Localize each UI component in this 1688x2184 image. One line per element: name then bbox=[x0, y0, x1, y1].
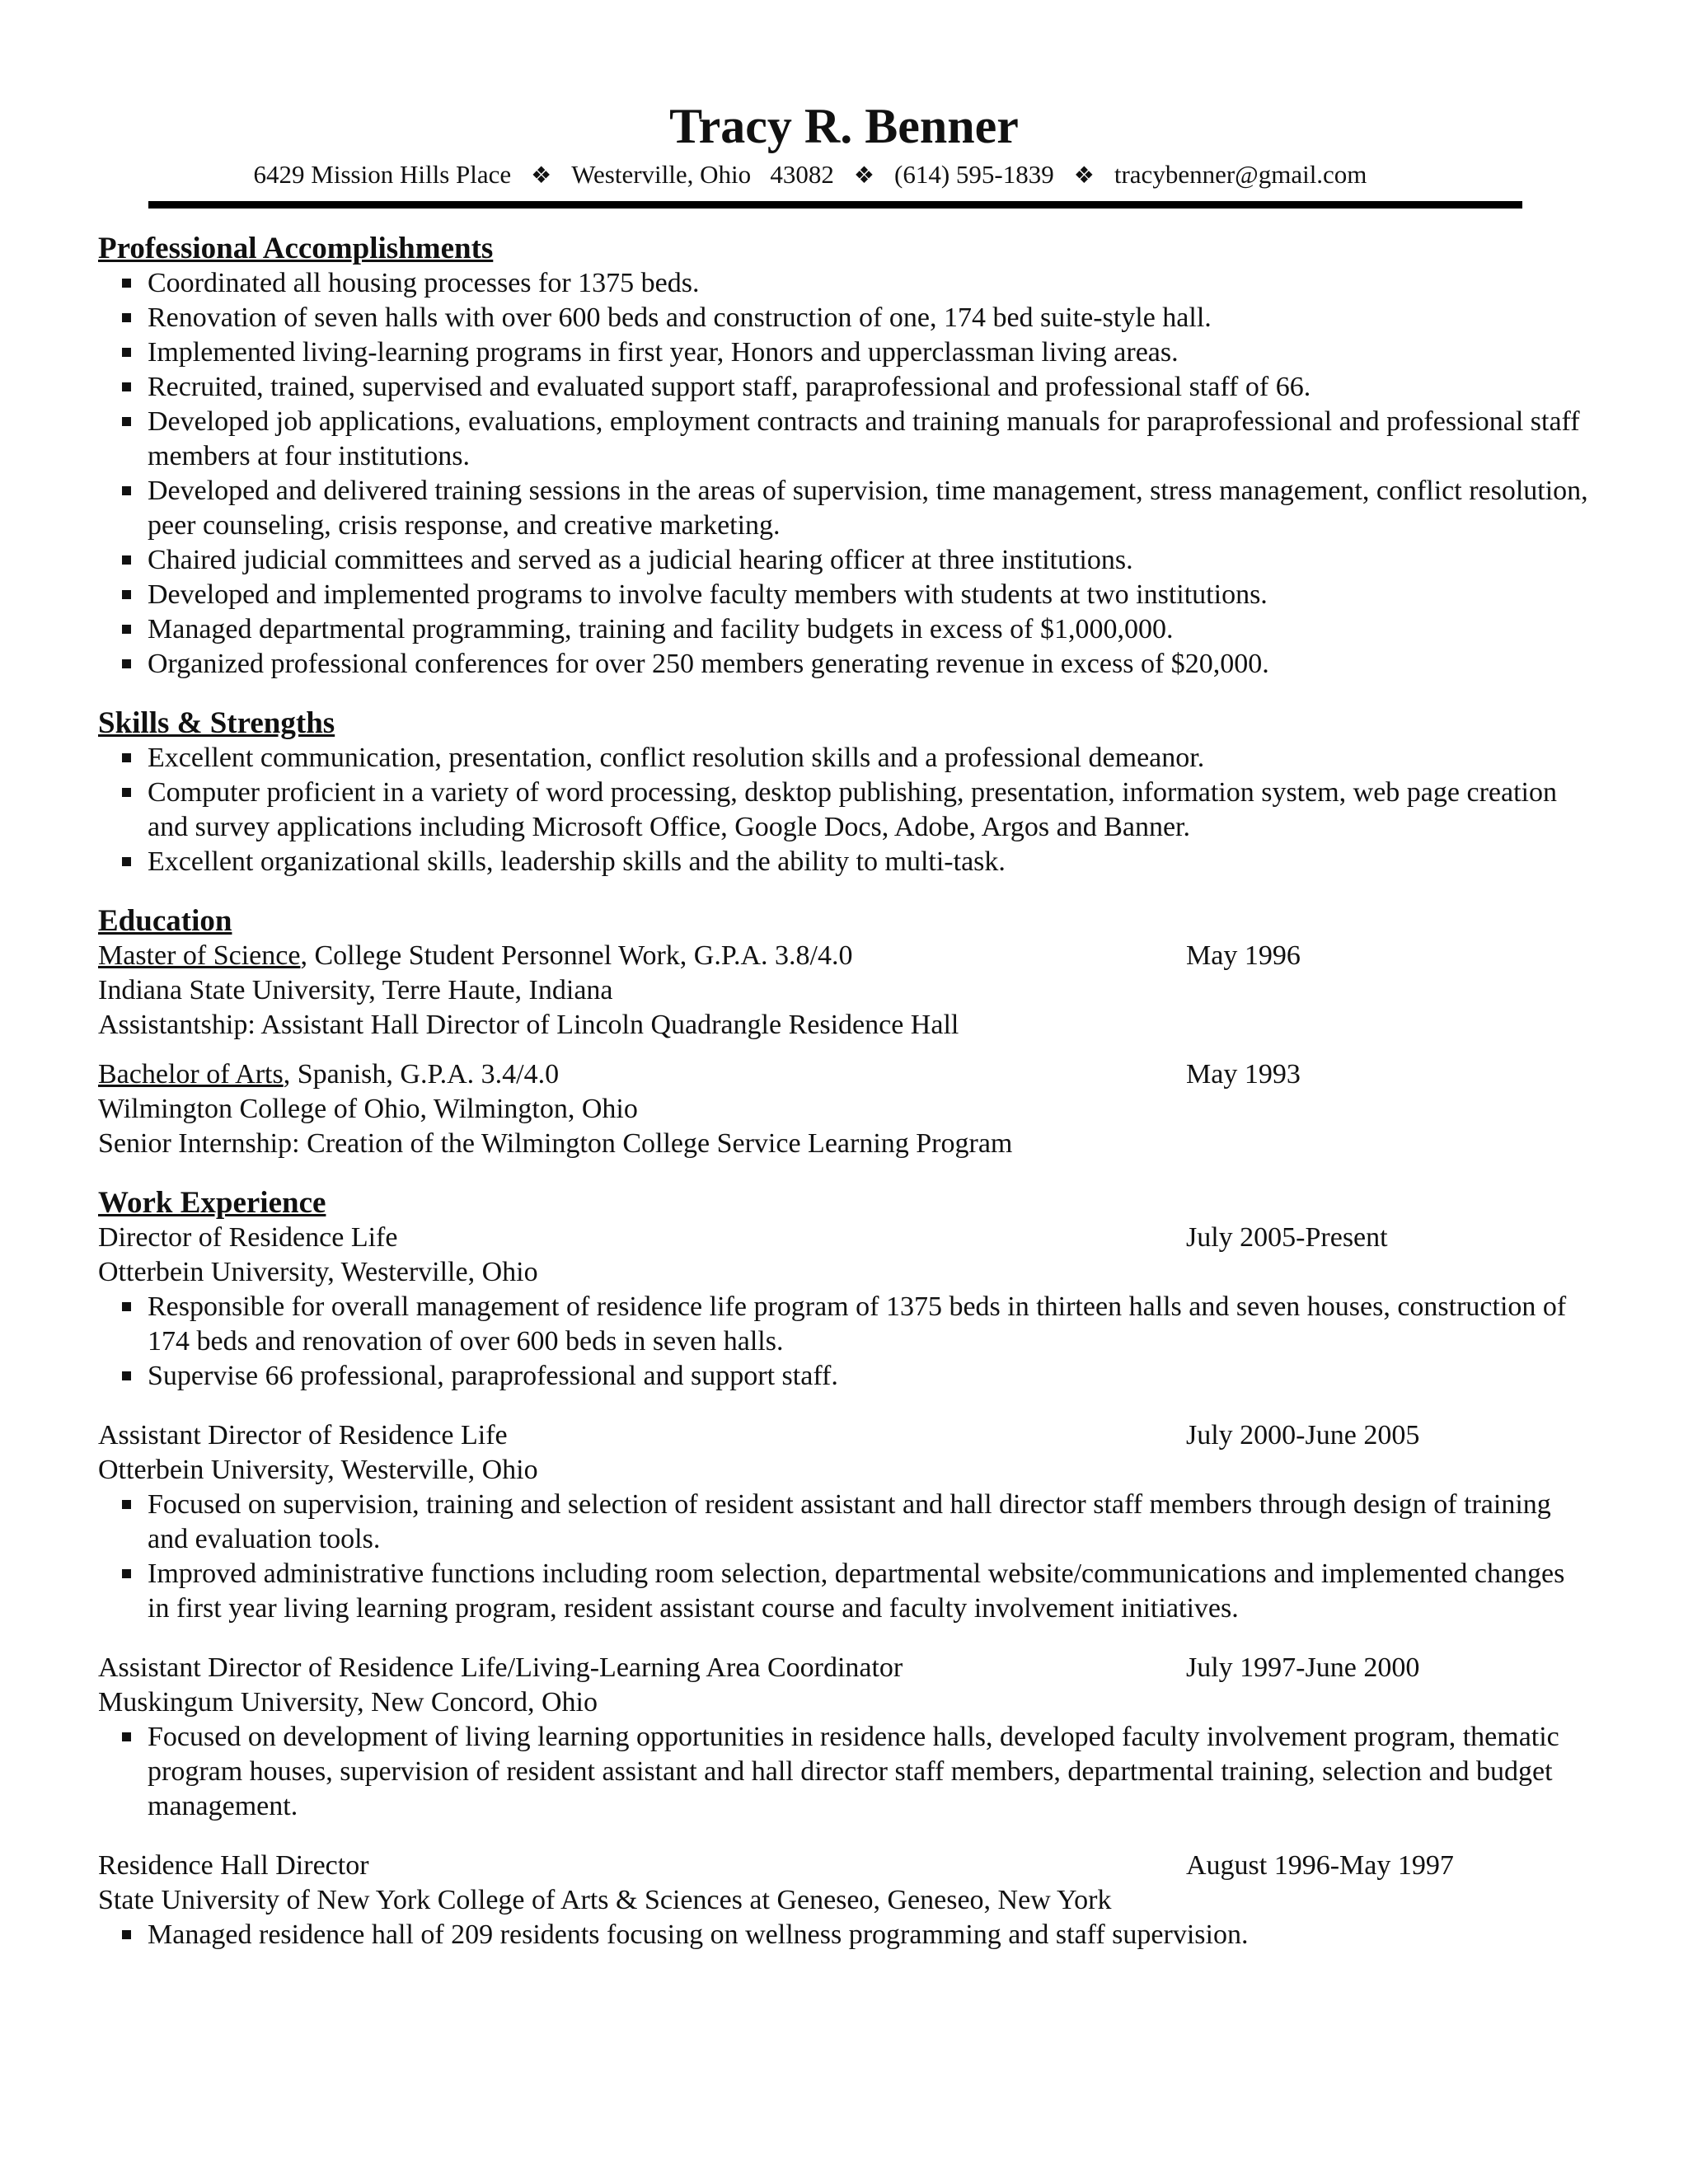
list-item: Computer proficient in a variety of word processing, desktop publishing, presentation, information system, web page creation and survey applications including Microsoft Office, Google Docs, Adobe, Argos and Banner. bbox=[98, 776, 1590, 845]
degree-date: May 1993 bbox=[1186, 1059, 1301, 1090]
square-bullet-icon bbox=[122, 590, 131, 599]
square-bullet-icon bbox=[122, 382, 131, 391]
job-bullets bbox=[98, 1918, 1590, 1952]
accomplishments-section bbox=[98, 232, 1590, 682]
education-note: Assistantship: Assistant Hall Director of Lincoln Quadrangle Residence Hall bbox=[98, 1010, 959, 1040]
square-bullet-icon bbox=[122, 417, 131, 426]
job-organization: Muskingum University, New Concord, Ohio bbox=[98, 1687, 598, 1718]
header-divider bbox=[148, 201, 1522, 209]
resume-page bbox=[98, 97, 1590, 1952]
job-entry bbox=[98, 1849, 1590, 1952]
list-item: Supervise 66 professional, paraprofessional and support staff. bbox=[98, 1359, 1590, 1394]
school-name: Indiana State University, Terre Haute, Indiana bbox=[98, 975, 613, 1005]
section-title: Professional Accomplishments bbox=[98, 232, 494, 265]
list-item: Focused on supervision, training and selection of resident assistant and hall director staff members through design of training and evaluation tools. bbox=[98, 1488, 1590, 1557]
job-title-row bbox=[98, 1849, 1590, 1883]
address: 6429 Mission Hills Place bbox=[253, 160, 512, 189]
square-bullet-icon bbox=[122, 659, 131, 668]
diamond-separator-icon: ❖ bbox=[531, 163, 552, 189]
work-section bbox=[98, 1186, 1590, 1952]
square-bullet-icon bbox=[122, 555, 131, 565]
square-bullet-icon bbox=[122, 1302, 131, 1311]
list-item: Developed and implemented programs to involve faculty members with students at two institutions. bbox=[98, 578, 1590, 612]
list-item: Recruited, trained, supervised and evaluated support staff, paraprofessional and professional staff of 66. bbox=[98, 370, 1590, 405]
education-section bbox=[98, 904, 1590, 1161]
education-note: Senior Internship: Creation of the Wilmington College Service Learning Program bbox=[98, 1128, 1013, 1159]
square-bullet-icon bbox=[122, 788, 131, 797]
candidate-name: Tracy R. Benner bbox=[669, 99, 1019, 153]
job-entry bbox=[98, 1418, 1590, 1626]
job-entry bbox=[98, 1221, 1590, 1394]
list-item: Responsible for overall management of residence life program of 1375 beds in thirteen halls and seven houses, construction of 174 beds and renovation of over 600 beds in seven halls. bbox=[98, 1290, 1590, 1359]
job-organization: Otterbein University, Westerville, Ohio bbox=[98, 1257, 538, 1287]
degree-name: Bachelor of Arts bbox=[98, 1059, 284, 1090]
square-bullet-icon bbox=[122, 753, 131, 762]
accomplishments-list bbox=[98, 266, 1590, 682]
job-title: Director of Residence Life bbox=[98, 1222, 398, 1253]
square-bullet-icon bbox=[122, 486, 131, 495]
job-bullets bbox=[98, 1488, 1590, 1626]
city-state: Westerville, Ohio bbox=[571, 160, 752, 189]
list-item: Focused on development of living learning opportunities in residence halls, developed faculty involvement program, thematic program houses, supervision of resident assistant and hall director staff members, departmental training, selection and budget management. bbox=[98, 1720, 1590, 1824]
list-item: Excellent organizational skills, leadership skills and the ability to multi-task. bbox=[98, 845, 1590, 879]
degree-date: May 1996 bbox=[1186, 940, 1301, 971]
section-title: Skills & Strengths bbox=[98, 706, 335, 740]
diamond-separator-icon: ❖ bbox=[1073, 163, 1095, 189]
list-item: Excellent communication, presentation, conflict resolution skills and a professional demeanor. bbox=[98, 741, 1590, 776]
list-item: Developed and delivered training sessions in the areas of supervision, time management, stress management, conflict resolution, peer counseling, crisis response, and creative marketing. bbox=[98, 474, 1590, 543]
section-title: Education bbox=[98, 904, 232, 938]
list-item: Coordinated all housing processes for 1375 beds. bbox=[98, 266, 1590, 301]
job-date: July 2000-June 2005 bbox=[1186, 1420, 1420, 1451]
job-organization: Otterbein University, Westerville, Ohio bbox=[98, 1455, 538, 1485]
list-item: Developed job applications, evaluations, employment contracts and training manuals for paraprofessional and professional staff members at four institutions. bbox=[98, 405, 1590, 474]
diamond-separator-icon: ❖ bbox=[853, 163, 875, 189]
job-title-row bbox=[98, 1221, 1590, 1255]
square-bullet-icon bbox=[122, 1371, 131, 1380]
education-entry bbox=[98, 1057, 1590, 1161]
skills-section bbox=[98, 706, 1590, 879]
square-bullet-icon bbox=[122, 1930, 131, 1939]
degree-row bbox=[98, 1057, 1590, 1092]
list-item: Renovation of seven halls with over 600 beds and construction of one, 174 bed suite-style hall. bbox=[98, 301, 1590, 335]
square-bullet-icon bbox=[122, 279, 131, 288]
square-bullet-icon bbox=[122, 348, 131, 357]
contact-line bbox=[98, 158, 1522, 193]
job-title: Residence Hall Director bbox=[98, 1850, 369, 1881]
job-bullets bbox=[98, 1290, 1590, 1394]
square-bullet-icon bbox=[122, 313, 131, 322]
zip-code: 43082 bbox=[770, 160, 834, 189]
job-title: Assistant Director of Residence Life bbox=[98, 1420, 508, 1451]
job-date: August 1996-May 1997 bbox=[1186, 1850, 1454, 1881]
email-address: tracybenner@gmail.com bbox=[1114, 160, 1367, 189]
section-title: Work Experience bbox=[98, 1186, 326, 1220]
list-item: Organized professional conferences for over 250 members generating revenue in excess of $20,000. bbox=[98, 647, 1590, 682]
square-bullet-icon bbox=[122, 1569, 131, 1578]
degree-name: Master of Science bbox=[98, 940, 301, 971]
phone-number: (614) 595-1839 bbox=[894, 160, 1054, 189]
list-item: Improved administrative functions including room selection, departmental website/communications and implemented changes in first year living learning program, resident assistant course and faculty involvement initiatives. bbox=[98, 1557, 1590, 1626]
skills-list bbox=[98, 741, 1590, 879]
list-item: Managed residence hall of 209 residents focusing on wellness programming and staff supervision. bbox=[98, 1918, 1590, 1952]
job-title-row bbox=[98, 1418, 1590, 1453]
job-title: Assistant Director of Residence Life/Living-Learning Area Coordinator bbox=[98, 1652, 903, 1683]
list-item: Managed departmental programming, training and facility budgets in excess of $1,000,000. bbox=[98, 612, 1590, 647]
list-item: Implemented living-learning programs in first year, Honors and upperclassman living areas. bbox=[98, 335, 1590, 370]
job-organization: State University of New York College of Arts & Sciences at Geneseo, Geneseo, New York bbox=[98, 1885, 1112, 1915]
square-bullet-icon bbox=[122, 1500, 131, 1509]
square-bullet-icon bbox=[122, 857, 131, 866]
degree-detail: , College Student Personnel Work, G.P.A. 3.8/4.0 bbox=[300, 940, 853, 971]
job-date: July 2005-Present bbox=[1186, 1222, 1388, 1253]
job-date: July 1997-June 2000 bbox=[1186, 1652, 1420, 1683]
school-name: Wilmington College of Ohio, Wilmington, Ohio bbox=[98, 1094, 638, 1124]
job-title-row bbox=[98, 1651, 1590, 1685]
education-entry bbox=[98, 939, 1590, 1043]
degree-detail: , Spanish, G.P.A. 3.4/4.0 bbox=[283, 1059, 560, 1090]
square-bullet-icon bbox=[122, 1732, 131, 1741]
degree-row bbox=[98, 939, 1590, 973]
square-bullet-icon bbox=[122, 625, 131, 634]
list-item: Chaired judicial committees and served as a judicial hearing officer at three institutions. bbox=[98, 543, 1590, 578]
job-entry bbox=[98, 1651, 1590, 1824]
job-bullets bbox=[98, 1720, 1590, 1824]
